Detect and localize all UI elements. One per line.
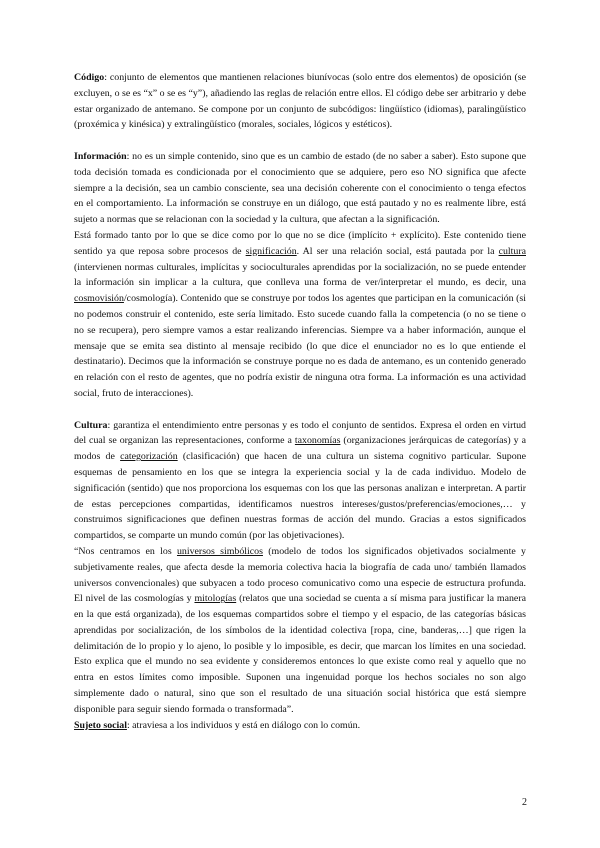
page-number: 2 xyxy=(522,797,527,808)
underlined-term-categorizacion: categorización xyxy=(120,451,178,463)
underlined-term-taxonomias: taxonomías xyxy=(294,435,341,447)
text-run: /cosmología). Contenido que se construye por todos los agentes que participan en la comunicación (si no podemos construir el contenido, este sería limitado. Esto sucede cuando falla la competencia (o no se tiene o no se recupera), pero siempre vamos a estar realizando inferencias. Siempre va a haber información, aunque el mensaje que se emita sea distinto al mensaje recibido (lo que dice el enunciador no es lo que entiende el destinatario). Decimos que la información se construye porque no es dada de antemano, es un contenido generado en relación con el resto de agentes, que no podría existir de ninguna otra forma. La información es una actividad social, fruto de interacciones). xyxy=(74,293,526,399)
text-run: (clasificación) que hacen de una cultura un sistema cognitivo particular. Supone esquemas de pensamiento en los que se integra la experiencia social y la de cada individuo. Modelo de significación (sentido) que nos proporciona los esquemas con los que las personas analizan e interpretan. A partir de estas percepciones compartidas, identificamos nuestros intereses/gustos/preferencias/emociones,… y construimos significaciones que definen nuestras formas de acción del mundo. Gracias a estos significados compartidos, se comparte un mundo común (por las objetivaciones). xyxy=(74,451,526,542)
underlined-term-cultura: cultura xyxy=(498,245,526,257)
underlined-term-significacion: significación xyxy=(245,245,297,257)
paragraph-informacion xyxy=(74,149,526,228)
document-body xyxy=(74,70,526,733)
text-run: (modelo de todos los significados objetivados socialmente y subjetivamente reales, que afecta desde la memoria colectiva hacia la biografía de cada uno/ también llamados universos convencionales) que subyacen a todo proceso comunicativo como una especie de estructura profunda. El nivel de las cosmologías y xyxy=(74,545,526,605)
text-run: : garantiza el entendimiento entre personas y es todo el conjunto de sentidos. Expresa el orden en virtud del cual se organizan las representaciones, conforme a xyxy=(74,419,526,447)
text-run: “Nos centramos en los xyxy=(74,545,177,557)
sujeto-social-definition: : atraviesa a los individuos y está en diálogo con lo común. xyxy=(126,719,361,731)
text-run: Está formado tanto por lo que se dice como por lo que no se dice (implícito + explícito). Este contenido tiene sentido ya que reposa sobre procesos de xyxy=(74,229,526,257)
underlined-term-mitologias: mitologías xyxy=(194,593,237,605)
paragraph-codigo xyxy=(74,70,526,133)
informacion-definition: : no es un simple contenido, sino que es un cambio de estado (de no saber a saber). Esto supone que toda decisión tomada es condicionada por el conocimiento que se adquiere, pero eso NO significa que afecte siempre a la decisión, sea un cambio consciente, sea una decisión coherente con el conocimiento o tenga efectos en el comportamiento. La información se construye en un diálogo, que está pautado y no es realmente libre, está sujeto a normas que se relacionan con la sociedad y la cultura, que afectan a la significación. xyxy=(74,150,526,226)
underlined-term-universos-simbolicos: universos simbólicos xyxy=(176,545,263,557)
paragraph-cultura-quote xyxy=(74,544,526,718)
text-run: (intervienen normas culturales, implícitas y socioculturales aprendidas por la socialización, no se puede entender la información sin implicar a la cultura, que conlleva una forma de ver/interpretar el mundo, es decir, una xyxy=(74,261,526,289)
paragraph-sujeto-social xyxy=(74,718,526,734)
term-cultura: Cultura xyxy=(74,419,108,431)
term-codigo: Código xyxy=(74,72,105,83)
term-informacion: Información xyxy=(74,150,127,162)
paragraph-cultura xyxy=(74,418,526,544)
text-run: . Al ser una relación social, está pautada por la xyxy=(296,245,499,257)
paragraph-informacion-2 xyxy=(74,228,526,402)
underlined-term-cosmovision: cosmovisión xyxy=(74,293,124,305)
term-sujeto-social: Sujeto social xyxy=(74,719,127,731)
codigo-definition: : conjunto de elementos que mantienen relaciones biunívocas (solo entre dos elementos) de oposición (se excluyen, o se es “x” o se es “y”), añadiendo las reglas de relación entre ellos. El código debe ser arbitrario y debe estar organizado de antemano. Se compone por un conjunto de subcódigos: lingüístico (idiomas), paralingüístico (proxémica y kinésica) y extralingüístico (morales, sociales, lógicos y estéticos). xyxy=(74,72,526,131)
text-run: (relatos que una sociedad se cuenta a sí misma para justificar la manera en la que está organizada), de los esquemas compartidos sobre el tiempo y el espacio, de las categorías básicas aprendidas por socialización, de los símbolos de la identidad colectiva [ropa, cine, banderas,…] que rigen la delimitación de lo propio y lo ajeno, lo posible y lo imposible, es decir, que marcan los límites en una sociedad. Esto explica que el mundo no sea evidente y consideremos entonces lo que existe como real y aquello que no entra en estos límites como imposible. Suponen una ingenuidad porque los hechos sociales no son algo simplemente dado o natural, sino que son el resultado de una situación social histórica que está siempre disponible para seguir siendo formada o transformada”. xyxy=(74,593,526,715)
text-run: (organizaciones jerárquicas de categorías) y a modos de xyxy=(74,435,526,463)
